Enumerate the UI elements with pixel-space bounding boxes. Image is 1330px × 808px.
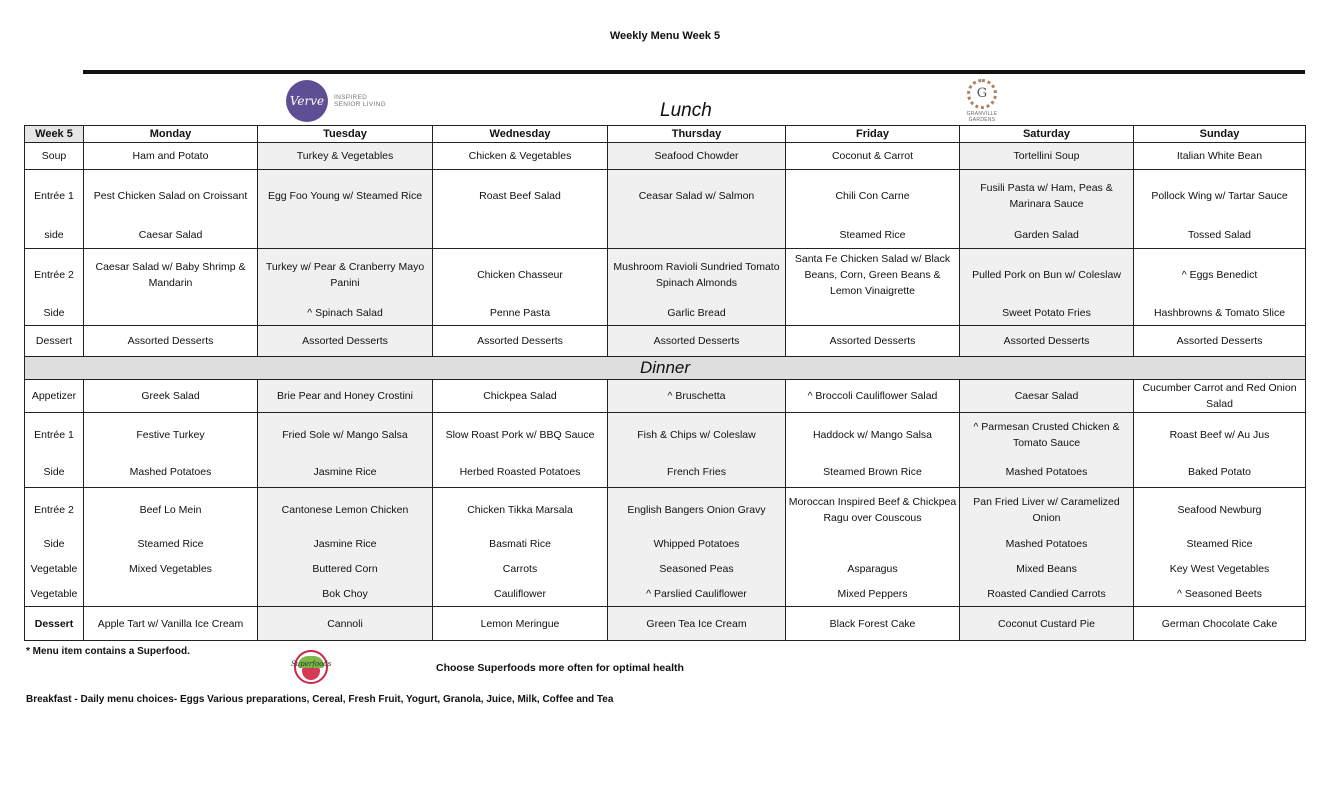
dinner-side2-tuesday: Jasmine Rice xyxy=(258,532,433,556)
lunch-side1-saturday: Garden Salad xyxy=(960,222,1134,249)
lunch-dessert-saturday: Assorted Desserts xyxy=(960,326,1134,357)
lunch-entree1-tuesday: Egg Foo Young w/ Steamed Rice xyxy=(258,170,433,223)
dinner-side2-wednesday: Basmati Rice xyxy=(433,532,608,556)
dinner-veg2-friday: Mixed Peppers xyxy=(786,581,960,607)
dinner-side1-saturday: Mashed Potatoes xyxy=(960,457,1134,488)
dinner-side1-wednesday: Herbed Roasted Potatoes xyxy=(433,457,608,488)
lunch-side1-tuesday xyxy=(258,222,433,249)
dinner-appetizer-wednesday: Chickpea Salad xyxy=(433,380,608,413)
lunch-soup-saturday: Tortellini Soup xyxy=(960,143,1134,170)
dinner-side2-sunday: Steamed Rice xyxy=(1134,532,1306,556)
row-label: Dessert xyxy=(25,326,84,357)
lunch-side1-wednesday xyxy=(433,222,608,249)
dinner-veg2-monday xyxy=(84,581,258,607)
dinner-entree1-wednesday: Slow Roast Pork w/ BBQ Sauce xyxy=(433,413,608,458)
dinner-appetizer-saturday: Caesar Salad xyxy=(960,380,1134,413)
lunch-side1-monday: Caesar Salad xyxy=(84,222,258,249)
lunch-entree2-friday: Santa Fe Chicken Salad w/ Black Beans, Corn, Green Beans & Lemon Vinaigrette xyxy=(786,249,960,302)
dinner-heading-row xyxy=(25,357,1306,380)
row-label: Dessert xyxy=(25,607,84,641)
lunch-soup-wednesday: Chicken & Vegetables xyxy=(433,143,608,170)
lunch-entree2-sunday: ^ Eggs Benedict xyxy=(1134,249,1306,302)
dinner-dessert-sunday: German Chocolate Cake xyxy=(1134,607,1306,641)
row-label: Entrée 1 xyxy=(25,170,84,223)
granville-logo-name xyxy=(959,111,1005,123)
row-label: Soup xyxy=(25,143,84,170)
lunch-soup-friday: Coconut & Carrot xyxy=(786,143,960,170)
lunch-side2-saturday: Sweet Potato Fries xyxy=(960,301,1134,326)
dinner-side1-thursday: French Fries xyxy=(608,457,786,488)
superfood-advice: Choose Superfoods more often for optimal health xyxy=(436,662,684,674)
lunch-dessert-sunday: Assorted Desserts xyxy=(1134,326,1306,357)
menu-row xyxy=(25,532,1306,556)
menu-row xyxy=(25,457,1306,488)
dinner-entree1-saturday: ^ Parmesan Crusted Chicken & Tomato Sauce xyxy=(960,413,1134,458)
superfood-note: * Menu item contains a Superfood. xyxy=(26,646,190,657)
lunch-soup-tuesday: Turkey & Vegetables xyxy=(258,143,433,170)
lunch-dessert-thursday: Assorted Desserts xyxy=(608,326,786,357)
dinner-entree2-tuesday: Cantonese Lemon Chicken xyxy=(258,488,433,533)
dinner-side2-thursday: Whipped Potatoes xyxy=(608,532,786,556)
row-label: side xyxy=(25,222,84,249)
menu-row xyxy=(25,380,1306,413)
dinner-entree1-thursday: Fish & Chips w/ Coleslaw xyxy=(608,413,786,458)
dinner-entree1-tuesday: Fried Sole w/ Mango Salsa xyxy=(258,413,433,458)
dinner-veg1-sunday: Key West Vegetables xyxy=(1134,556,1306,581)
superfoods-bowl xyxy=(302,668,320,680)
verve-logo-tagline xyxy=(334,94,404,108)
day-header-wednesday: Wednesday xyxy=(433,126,608,143)
granville-name-2: GARDENS xyxy=(968,117,996,123)
row-label: Side xyxy=(25,301,84,326)
lunch-entree2-tuesday: Turkey w/ Pear & Cranberry Mayo Panini xyxy=(258,249,433,302)
dinner-veg1-monday: Mixed Vegetables xyxy=(84,556,258,581)
lunch-soup-thursday: Seafood Chowder xyxy=(608,143,786,170)
lunch-side2-wednesday: Penne Pasta xyxy=(433,301,608,326)
day-header-saturday: Saturday xyxy=(960,126,1134,143)
dinner-veg2-saturday: Roasted Candied Carrots xyxy=(960,581,1134,607)
dinner-veg2-wednesday: Cauliflower xyxy=(433,581,608,607)
dinner-entree1-friday: Haddock w/ Mango Salsa xyxy=(786,413,960,458)
day-header-tuesday: Tuesday xyxy=(258,126,433,143)
lunch-side1-friday: Steamed Rice xyxy=(786,222,960,249)
dinner-side2-saturday: Mashed Potatoes xyxy=(960,532,1134,556)
dinner-entree2-friday: Moroccan Inspired Beef & Chickpea Ragu over Couscous xyxy=(786,488,960,533)
dinner-veg1-tuesday: Buttered Corn xyxy=(258,556,433,581)
dinner-appetizer-friday: ^ Broccoli Cauliflower Salad xyxy=(786,380,960,413)
lunch-soup-monday: Ham and Potato xyxy=(84,143,258,170)
lunch-entree1-friday: Chili Con Carne xyxy=(786,170,960,223)
lunch-entree2-saturday: Pulled Pork on Bun w/ Coleslaw xyxy=(960,249,1134,302)
row-label: Side xyxy=(25,457,84,488)
dinner-dessert-saturday: Coconut Custard Pie xyxy=(960,607,1134,641)
lunch-heading: Lunch xyxy=(660,100,712,121)
row-label: Entrée 1 xyxy=(25,413,84,458)
lunch-entree1-wednesday: Roast Beef Salad xyxy=(433,170,608,223)
dinner-entree2-saturday: Pan Fried Liver w/ Caramelized Onion xyxy=(960,488,1134,533)
dinner-dessert-monday: Apple Tart w/ Vanilla Ice Cream xyxy=(84,607,258,641)
day-header-row xyxy=(25,126,1306,143)
menu-row xyxy=(25,326,1306,357)
weekly-menu-table xyxy=(24,125,1306,641)
menu-row xyxy=(25,170,1306,223)
lunch-side1-sunday: Tossed Salad xyxy=(1134,222,1306,249)
dinner-heading: Dinner xyxy=(25,357,1306,380)
lunch-side2-monday xyxy=(84,301,258,326)
dinner-entree2-thursday: English Bangers Onion Gravy xyxy=(608,488,786,533)
lunch-entree1-sunday: Pollock Wing w/ Tartar Sauce xyxy=(1134,170,1306,223)
dinner-appetizer-monday: Greek Salad xyxy=(84,380,258,413)
dinner-appetizer-sunday: Cucumber Carrot and Red Onion Salad xyxy=(1134,380,1306,413)
header-divider xyxy=(83,70,1305,74)
lunch-entree1-thursday: Ceasar Salad w/ Salmon xyxy=(608,170,786,223)
dinner-side1-monday: Mashed Potatoes xyxy=(84,457,258,488)
lunch-side2-friday xyxy=(786,301,960,326)
row-label: Entrée 2 xyxy=(25,249,84,302)
dinner-side1-tuesday: Jasmine Rice xyxy=(258,457,433,488)
dinner-dessert-thursday: Green Tea Ice Cream xyxy=(608,607,786,641)
row-label: Vegetable xyxy=(25,581,84,607)
menu-row xyxy=(25,222,1306,249)
day-header-thursday: Thursday xyxy=(608,126,786,143)
day-header-sunday: Sunday xyxy=(1134,126,1306,143)
dinner-side2-monday: Steamed Rice xyxy=(84,532,258,556)
dinner-dessert-tuesday: Cannoli xyxy=(258,607,433,641)
dinner-veg2-sunday: ^ Seasoned Beets xyxy=(1134,581,1306,607)
superfoods-logo-word: Superfoods xyxy=(291,660,332,668)
dinner-entree1-sunday: Roast Beef w/ Au Jus xyxy=(1134,413,1306,458)
dinner-entree2-sunday: Seafood Newburg xyxy=(1134,488,1306,533)
menu-row xyxy=(25,249,1306,302)
week-header: Week 5 xyxy=(25,126,84,143)
lunch-entree1-monday: Pest Chicken Salad on Croissant xyxy=(84,170,258,223)
row-label: Entrée 2 xyxy=(25,488,84,533)
lunch-side2-thursday: Garlic Bread xyxy=(608,301,786,326)
verve-logo-mark: Verve xyxy=(286,80,328,122)
verve-tagline-1: INSPIRED xyxy=(334,94,368,101)
menu-row xyxy=(25,607,1306,641)
dinner-dessert-friday: Black Forest Cake xyxy=(786,607,960,641)
menu-row xyxy=(25,581,1306,607)
dinner-veg2-tuesday: Bok Choy xyxy=(258,581,433,607)
lunch-entree1-saturday: Fusili Pasta w/ Ham, Peas & Marinara Sauce xyxy=(960,170,1134,223)
verve-tagline-2: SENIOR LIVING xyxy=(334,101,386,108)
lunch-dessert-tuesday: Assorted Desserts xyxy=(258,326,433,357)
menu-row xyxy=(25,556,1306,581)
lunch-entree2-thursday: Mushroom Ravioli Sundried Tomato Spinach Almonds xyxy=(608,249,786,302)
lunch-entree2-monday: Caesar Salad w/ Baby Shrimp & Mandarin xyxy=(84,249,258,302)
row-label: Appetizer xyxy=(25,380,84,413)
superfoods-logo xyxy=(291,650,331,688)
dinner-side2-friday xyxy=(786,532,960,556)
menu-row xyxy=(25,143,1306,170)
lunch-side2-tuesday: ^ Spinach Salad xyxy=(258,301,433,326)
dinner-side1-friday: Steamed Brown Rice xyxy=(786,457,960,488)
granville-logo-mark: G xyxy=(967,79,997,109)
menu-row xyxy=(25,413,1306,458)
day-header-friday: Friday xyxy=(786,126,960,143)
breakfast-note: Breakfast - Daily menu choices- Eggs Various preparations, Cereal, Fresh Fruit, Yogurt, Granola, Juice, Milk, Coffee and Tea xyxy=(26,694,614,705)
dinner-entree2-wednesday: Chicken Tikka Marsala xyxy=(433,488,608,533)
row-label: Vegetable xyxy=(25,556,84,581)
day-header-monday: Monday xyxy=(84,126,258,143)
dinner-entree2-monday: Beef Lo Mein xyxy=(84,488,258,533)
dinner-side1-sunday: Baked Potato xyxy=(1134,457,1306,488)
dinner-entree1-monday: Festive Turkey xyxy=(84,413,258,458)
dinner-appetizer-thursday: ^ Bruschetta xyxy=(608,380,786,413)
dinner-veg1-thursday: Seasoned Peas xyxy=(608,556,786,581)
lunch-dessert-monday: Assorted Desserts xyxy=(84,326,258,357)
dinner-veg1-friday: Asparagus xyxy=(786,556,960,581)
dinner-appetizer-tuesday: Brie Pear and Honey Crostini xyxy=(258,380,433,413)
menu-row xyxy=(25,301,1306,326)
dinner-dessert-wednesday: Lemon Meringue xyxy=(433,607,608,641)
lunch-dessert-wednesday: Assorted Desserts xyxy=(433,326,608,357)
dinner-veg1-saturday: Mixed Beans xyxy=(960,556,1134,581)
granville-name-1: GRANVILLE xyxy=(966,111,998,117)
dinner-veg2-thursday: ^ Parslied Cauliflower xyxy=(608,581,786,607)
granville-logo xyxy=(959,73,1005,127)
lunch-side2-sunday: Hashbrowns & Tomato Slice xyxy=(1134,301,1306,326)
row-label: Side xyxy=(25,532,84,556)
page-title: Weekly Menu Week 5 xyxy=(609,30,721,42)
lunch-dessert-friday: Assorted Desserts xyxy=(786,326,960,357)
verve-logo xyxy=(286,80,406,124)
dinner-veg1-wednesday: Carrots xyxy=(433,556,608,581)
menu-row xyxy=(25,488,1306,533)
lunch-entree2-wednesday: Chicken Chasseur xyxy=(433,249,608,302)
lunch-side1-thursday xyxy=(608,222,786,249)
lunch-soup-sunday: Italian White Bean xyxy=(1134,143,1306,170)
